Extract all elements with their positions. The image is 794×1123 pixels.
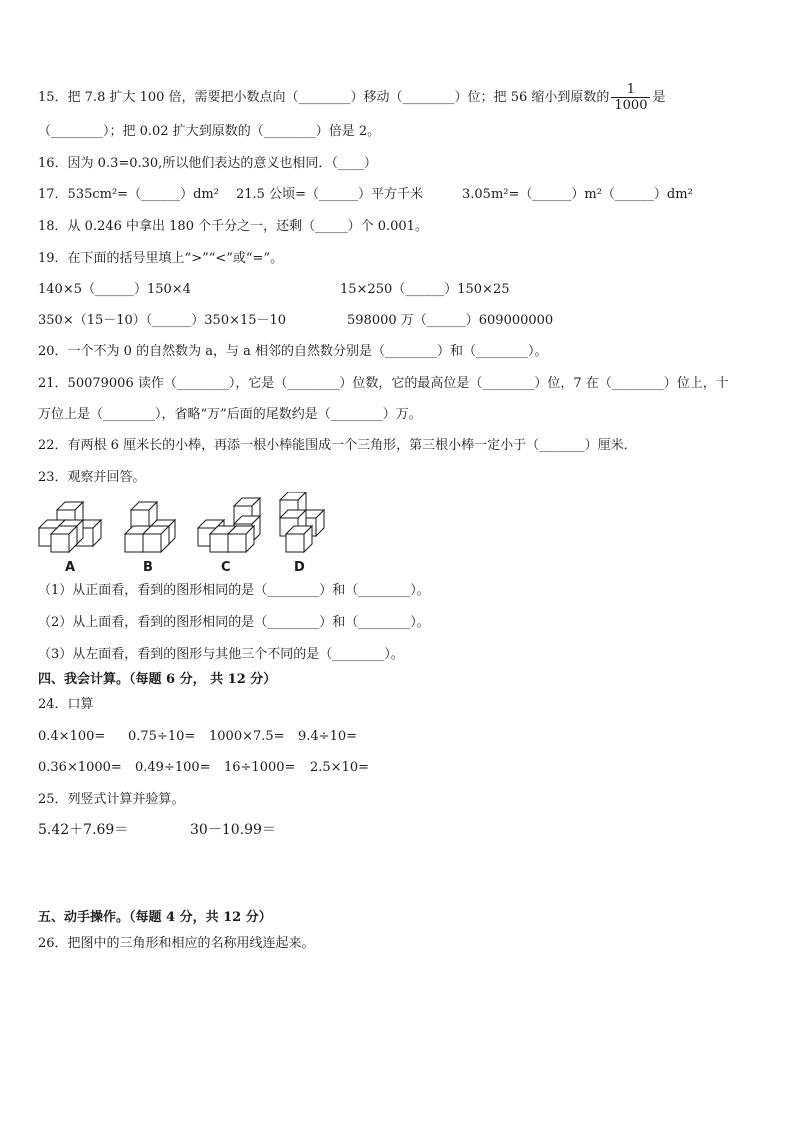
question-19-item-4: 598000 万（______）609000000 [347, 313, 554, 328]
fraction-denominator: 1000 [611, 97, 650, 113]
section-4-heading: 四、我会计算。（每题 6 分， 共 12 分） [38, 672, 277, 687]
vertical-calc-1: 5.42＋7.69＝ [38, 822, 129, 838]
mental-calc-4: 9.4÷10= [298, 729, 358, 744]
question-23-sub-1: （1）从正面看，看到的图形相同的是（________）和（________）。 [38, 583, 430, 598]
mental-calc-5: 0.36×1000= [38, 760, 122, 775]
question-19-item-1: 140×5（______）150×4 [38, 282, 191, 297]
mental-calc-8: 2.5×10= [310, 760, 370, 775]
question-15-line-2: （________）；把 0.02 扩大到原数的（________）倍是 2。 [38, 124, 381, 139]
figure-b-cubes [125, 502, 175, 552]
figure-a-cubes [39, 502, 101, 552]
mental-calc-6: 0.49÷100= [135, 760, 211, 775]
figure-label-d: D [294, 560, 305, 575]
cube-figures [36, 492, 346, 558]
figure-d-cubes [280, 492, 324, 552]
question-20: 20．一个不为 0 的自然数为 a，与 a 相邻的自然数分别是（________）和（________）。 [38, 344, 548, 359]
fraction-numerator: 1 [626, 82, 636, 97]
question-19-title: 19．在下面的括号里填上“>”“<”或“=”。 [38, 251, 284, 266]
question-21-line-2: 万位上是（________），省略“万”后面的尾数约是（________）万。 [38, 407, 422, 422]
question-23-sub-3: （3）从左面看，看到的图形与其他三个不同的是（________）。 [38, 647, 404, 662]
question-18: 18．从 0.246 中拿出 180 个千分之一，还剩（_____）个 0.001。 [38, 219, 428, 234]
question-26: 26．把图中的三角形和相应的名称用线连起来。 [38, 936, 315, 951]
mental-calc-1: 0.4×100= [38, 729, 106, 744]
figure-label-c: C [221, 560, 231, 575]
question-23-sub-2: （2）从上面看，看到的图形相同的是（________）和（________）。 [38, 615, 430, 630]
vertical-calc-2: 30－10.99＝ [190, 822, 276, 838]
question-23-title: 23．观察并回答。 [38, 470, 146, 485]
question-17-part-b: 21.5 公顷=（______）平方千米 [236, 187, 423, 202]
question-15-text-b: 是 [652, 90, 666, 105]
figure-label-b: B [143, 560, 153, 575]
question-15-line-1 [38, 82, 665, 113]
mental-calc-2: 0.75÷10= [128, 729, 196, 744]
question-25-title: 25．列竖式计算并验算。 [38, 792, 185, 807]
question-24-title: 24．口算 [38, 697, 94, 712]
question-15-text-a: 15．把 7.8 扩大 100 倍，需要把小数点向（________）移动（________）位；把 56 缩小到原数的 [38, 90, 610, 105]
question-19-item-3: 350×（15－10）（______）350×15－10 [38, 313, 287, 328]
mental-calc-3: 1000×7.5= [209, 729, 285, 744]
fraction-1-over-1000 [611, 82, 650, 113]
question-21-line-1: 21．50079006 读作（________），它是（________）位数，它的最高位是（________）位，7 在（________）位上，十 [38, 376, 729, 391]
question-22: 22．有两根 6 厘米长的小棒，再添一根小棒能围成一个三角形，第三根小棒一定小于（_______）厘米． [38, 438, 637, 453]
figure-label-a: A [65, 560, 76, 575]
question-17-part-a: 17．535cm²=（______）dm² [38, 187, 219, 202]
question-19-item-2: 15×250（______）150×25 [340, 282, 510, 297]
question-16: 16．因为 0.3=0.30,所以他们表达的意义也相同．（____） [38, 156, 377, 171]
figure-c-cubes [198, 498, 260, 552]
section-5-heading: 五、动手操作。（每题 4 分，共 12 分） [38, 910, 272, 925]
mental-calc-7: 16÷1000= [224, 760, 296, 775]
question-17-part-c: 3.05m²=（______）m²（______）dm² [462, 187, 693, 202]
